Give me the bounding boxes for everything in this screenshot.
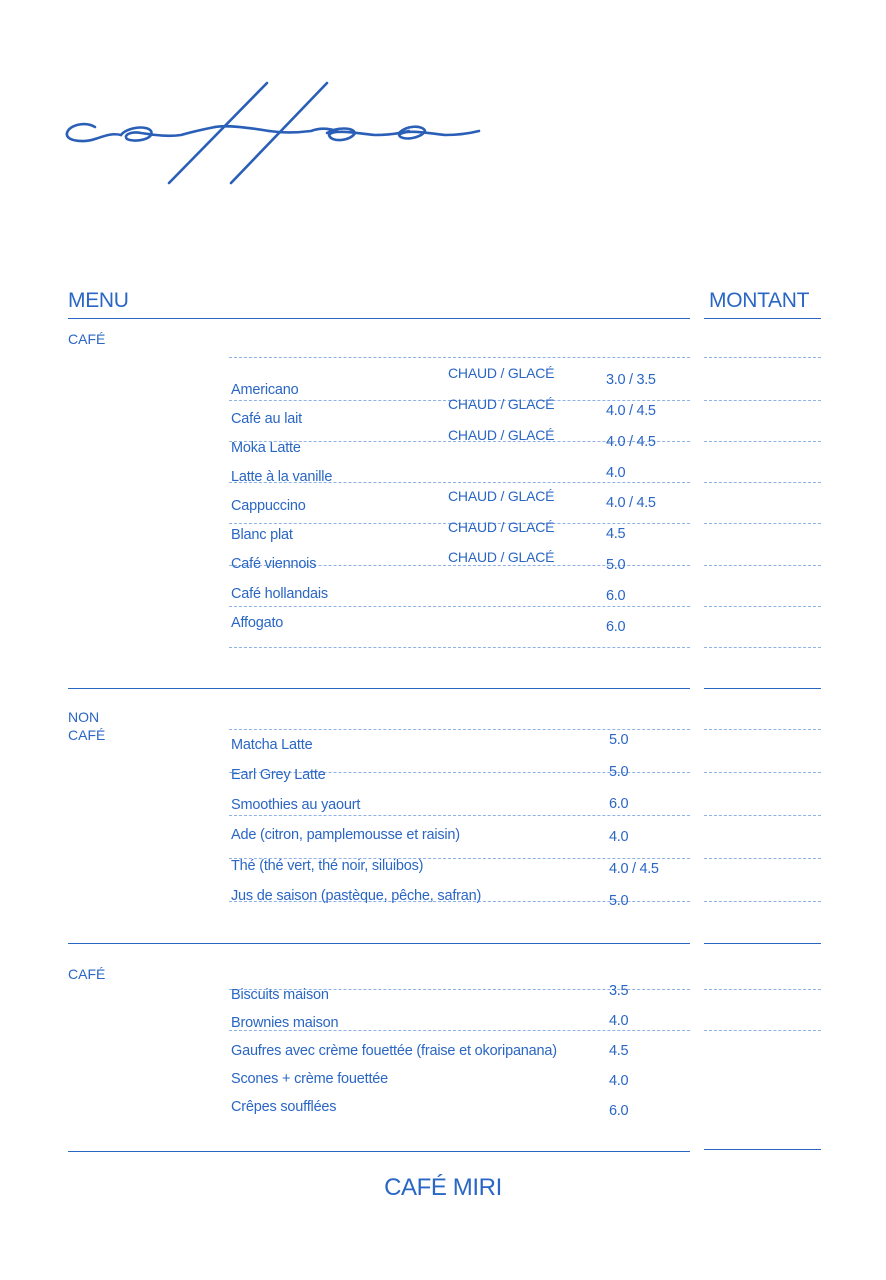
menu-item-name: Latte à la vanille [231, 469, 333, 485]
menu-item-name: Gaufres avec crème fouettée (fraise et okoripanana) [231, 1043, 557, 1059]
menu-item-price: 4.5 [606, 526, 626, 542]
menu-item-price: 4.0 / 4.5 [606, 403, 656, 419]
menu-item-price: 3.0 / 3.5 [606, 372, 656, 388]
menu-item-name: Ade (citron, pamplemousse et raisin) [231, 827, 460, 843]
menu-item-price: 4.0 / 4.5 [606, 434, 656, 450]
menu-item-price: 5.0 [606, 557, 626, 573]
menu-item-price: 4.0 [609, 1073, 629, 1089]
dashed-line [704, 647, 821, 648]
menu-item-name: Affogato [231, 615, 284, 631]
menu-item-price: 6.0 [609, 796, 629, 812]
menu-item-name: Café au lait [231, 411, 302, 427]
menu-item-name: Moka Latte [231, 440, 301, 456]
coffee-script-title [55, 75, 495, 195]
dashed-line [704, 772, 821, 773]
menu-item-option: CHAUD / GLACÉ [448, 549, 555, 565]
menu-item-option: CHAUD / GLACÉ [448, 488, 555, 504]
dashed-line [704, 1030, 821, 1031]
menu-item-price: 4.0 / 4.5 [609, 861, 659, 877]
dashed-line [704, 989, 821, 990]
dashed-line [704, 565, 821, 566]
dashed-line [704, 729, 821, 730]
menu-item-name: Cappuccino [231, 498, 306, 514]
menu-item-name: Brownies maison [231, 1015, 339, 1031]
menu-heading: MENU [68, 289, 129, 312]
menu-item-price: 6.0 [609, 1103, 629, 1119]
menu-item-option: CHAUD / GLACÉ [448, 396, 555, 412]
dashed-line [229, 647, 690, 648]
menu-item-name: Matcha Latte [231, 737, 313, 753]
menu-item-price: 3.5 [609, 983, 629, 999]
menu-item-option: CHAUD / GLACÉ [448, 519, 555, 535]
dashed-line [229, 606, 690, 607]
section-2-rule-right [704, 943, 821, 944]
menu-item-option: CHAUD / GLACÉ [448, 365, 555, 381]
dashed-line [704, 606, 821, 607]
dashed-line [229, 815, 690, 816]
dashed-line [704, 815, 821, 816]
menu-item-price: 6.0 [606, 588, 626, 604]
section-2-rule-left [68, 943, 690, 944]
menu-item-name: Café hollandais [231, 586, 328, 602]
menu-item-name: Jus de saison (pastèque, pêche, safran) [231, 888, 482, 904]
menu-item-price: 5.0 [609, 893, 629, 909]
section-1-rule-left [68, 688, 690, 689]
section-3-rule-left [68, 1151, 690, 1152]
menu-item-name: Café viennois [231, 556, 317, 572]
section-1-rule-right [704, 688, 821, 689]
menu-item-price: 4.0 [606, 465, 626, 481]
menu-item-name: Crêpes soufflées [231, 1099, 337, 1115]
dashed-line [704, 441, 821, 442]
section-1-category: CAFÉ [68, 331, 106, 347]
menu-item-price: 4.5 [609, 1043, 629, 1059]
dashed-line [704, 400, 821, 401]
dashed-line [229, 729, 690, 730]
dashed-line [704, 357, 821, 358]
menu-item-name: Earl Grey Latte [231, 767, 326, 783]
menu-item-name: Smoothies au yaourt [231, 797, 361, 813]
dashed-line [229, 357, 690, 358]
menu-item-price: 4.0 / 4.5 [606, 495, 656, 511]
menu-item-name: Biscuits maison [231, 987, 329, 1003]
menu-item-name: Americano [231, 382, 299, 398]
header-rule-left [68, 318, 690, 319]
header-rule-right [704, 318, 821, 319]
section-2-category-line1: NON [68, 709, 100, 725]
dashed-line [704, 858, 821, 859]
menu-item-price: 5.0 [609, 732, 629, 748]
section-2-category-line2: CAFÉ [68, 727, 106, 743]
menu-item-price: 4.0 [609, 1013, 629, 1029]
menu-item-name: Thé (thé vert, thé noir, siluibos) [231, 858, 424, 874]
section-3-category: CAFÉ [68, 966, 106, 982]
section-3-rule-right [704, 1149, 821, 1150]
menu-item-price: 6.0 [606, 619, 626, 635]
menu-item-price: 5.0 [609, 764, 629, 780]
dashed-line [704, 523, 821, 524]
amount-heading: MONTANT [709, 289, 810, 312]
menu-item-price: 4.0 [609, 829, 629, 845]
menu-item-name: Scones + crème fouettée [231, 1071, 389, 1087]
menu-item-name: Blanc plat [231, 527, 293, 543]
footer-brand: CAFÉ MIRI [384, 1174, 502, 1201]
menu-item-option: CHAUD / GLACÉ [448, 427, 555, 443]
dashed-line [704, 482, 821, 483]
dashed-line [704, 901, 821, 902]
